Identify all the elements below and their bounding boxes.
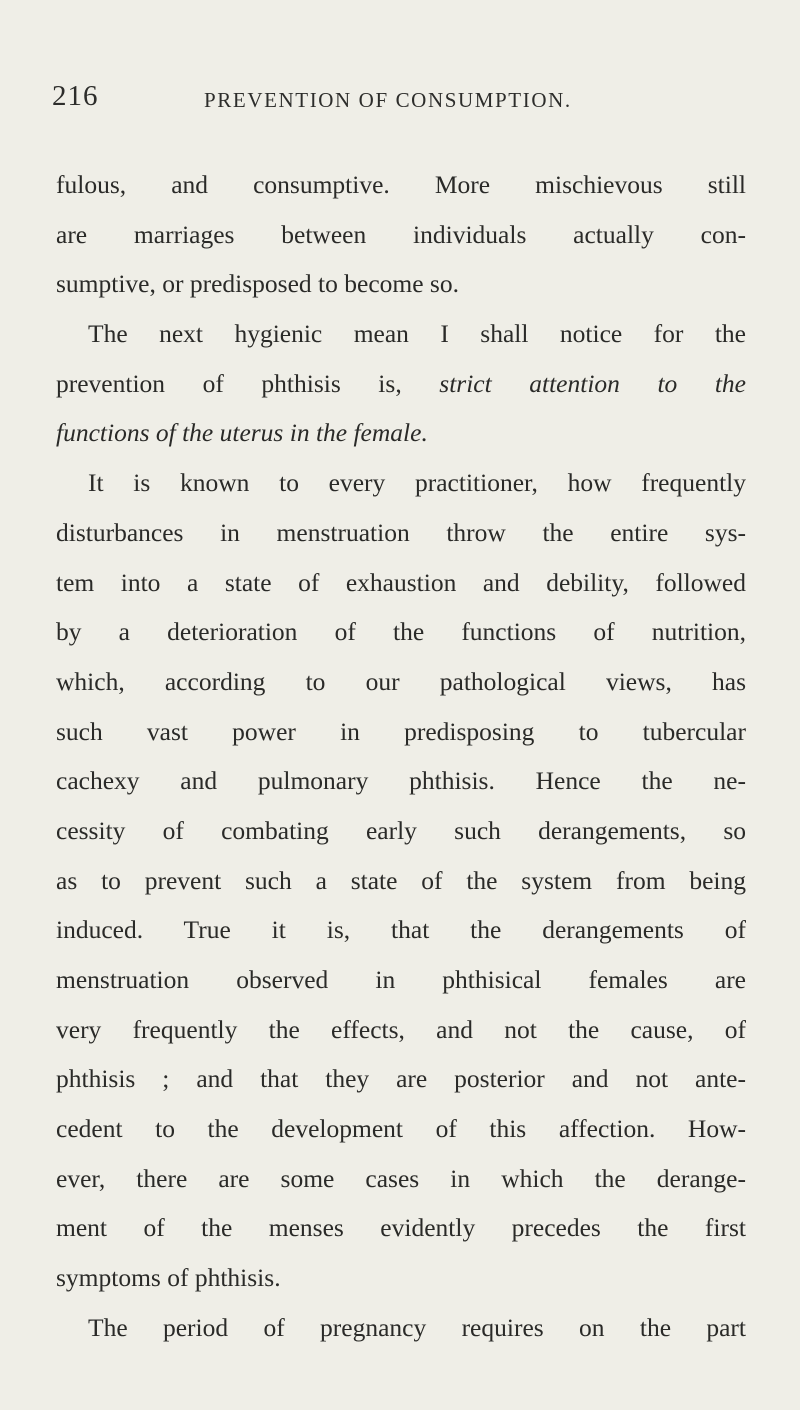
text-line: menstruation observed in phthisical females are — [56, 965, 746, 994]
text-line: phthisis ; and that they are posterior and not ante- — [56, 1064, 746, 1094]
text-line: cessity of combating early such derangements, so — [56, 815, 746, 845]
text-line: by a deterioration of the functions of nutrition, — [56, 617, 746, 647]
text-line: The next hygienic mean I shall notice for the — [88, 319, 746, 349]
text-line: cedent to the development of this affection. How- — [56, 1114, 746, 1144]
text-line: cachexy and pulmonary phthisis. Hence the ne- — [56, 766, 746, 796]
text-line: such vast power in predisposing to tubercular — [56, 716, 746, 746]
running-title: PREVENTION OF CONSUMPTION. — [204, 88, 572, 112]
text-line: It is known to every practitioner, how frequently — [88, 468, 746, 498]
text-line: disturbances in menstruation throw the entire sys- — [56, 517, 746, 547]
text-line: ever, there are some cases in which the derange- — [56, 1163, 746, 1193]
text-line: which, according to our pathological views, has — [56, 666, 746, 696]
running-head — [52, 80, 772, 124]
text-line: symptoms of phthisis. — [56, 1263, 281, 1293]
text-line: ment of the menses evidently precedes the first — [56, 1213, 746, 1243]
text-line: The period of pregnancy requires on the part — [88, 1312, 746, 1342]
page-number: 216 — [52, 80, 99, 112]
text-span: prevention of phthisis is, — [56, 368, 402, 398]
text-line: induced. True it is, that the derangements of — [56, 915, 746, 945]
italic-emphasis: strict attention to the — [439, 368, 746, 398]
text-line: are marriages between individuals actually con- — [56, 219, 746, 249]
text-line: very frequently the effects, and not the cause, of — [56, 1014, 746, 1044]
text-line: sumptive, or predisposed to become so. — [56, 269, 459, 299]
text-line: tem into a state of exhaustion and debility, followed — [56, 567, 746, 597]
text-line: as to prevent such a state of the system from being — [56, 865, 746, 895]
body-text — [56, 160, 746, 1353]
text-line — [56, 359, 746, 409]
italic-emphasis: functions of the uterus in the female. — [56, 418, 428, 448]
text-line: fulous, and consumptive. More mischievous still — [56, 170, 746, 199]
